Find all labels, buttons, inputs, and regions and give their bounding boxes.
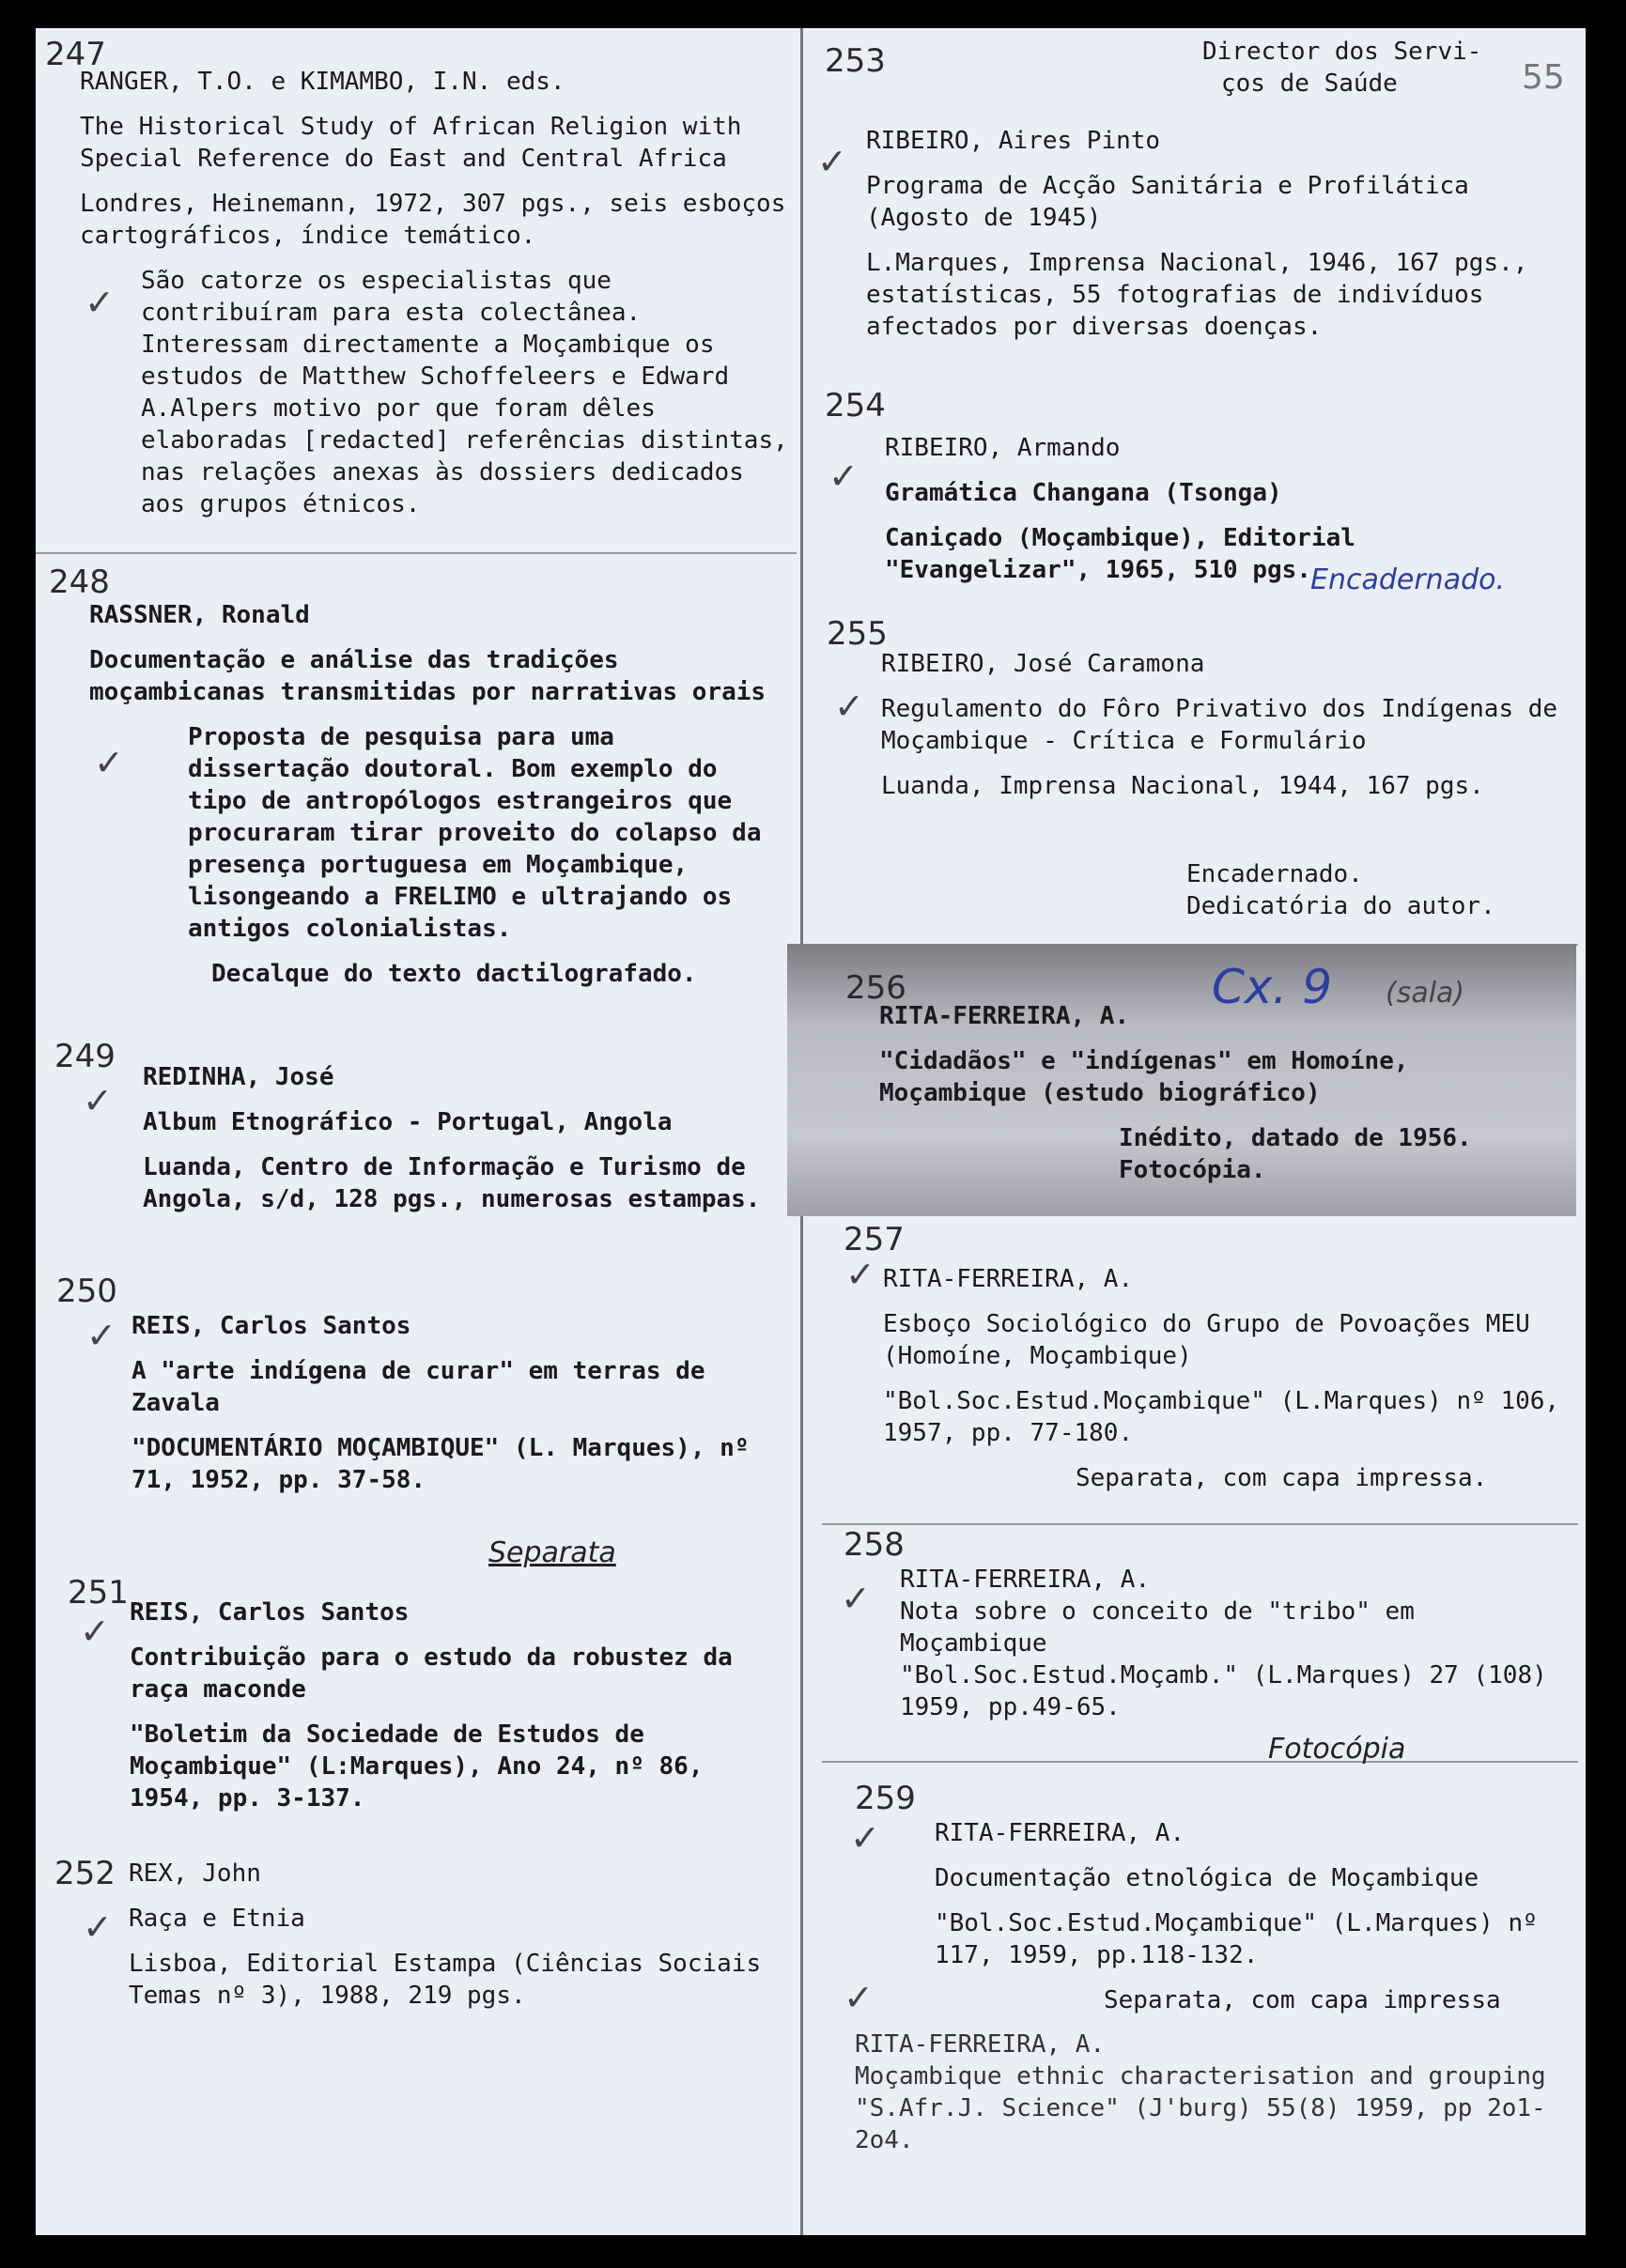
entry-259 (935, 1817, 1573, 2016)
entry-note: Inédito, datado de 1956. (1119, 1124, 1472, 1152)
entry-title: Raça e Etnia (129, 1905, 305, 1933)
header-note: Director dos Servi- ços de Saúde (1202, 38, 1482, 98)
entry-author: RITA-FERREIRA, A. (883, 1265, 1134, 1293)
entry-number: 256 (845, 969, 906, 1007)
entry-256 (879, 1000, 1565, 1186)
entry-unnumbered (855, 2029, 1569, 2156)
entry-note: São catorze os especialistas que contribuíram para esta colectânea. Interessam directamente a Moçambique os estudos de Matthew Schoffeleers e Edward A.Alpers motivo por que foram dêles elaboradas [redacted] referências distintas, nas relações anexas às dossiers dedicados aos grupos étnicos. (141, 267, 788, 518)
card-border (822, 1523, 1578, 1525)
entry-number: 258 (844, 1526, 905, 1564)
entry-title: Moçambique ethnic characterisation and grouping (855, 2062, 1546, 2091)
entry-author: RIBEIRO, Armando (885, 434, 1121, 462)
entry-author: RITA-FERREIRA, A. (879, 1002, 1130, 1030)
handwritten-note: Fotocópia (1268, 1733, 1406, 1766)
entry-title: Regulamento do Fôro Privativo dos Indígenas de Moçambique - Crítica e Formulário (881, 695, 1558, 755)
entry-publication: Luanda, Imprensa Nacional, 1944, 167 pgs. (881, 772, 1484, 800)
entry-number: 253 (825, 42, 886, 80)
entry-author: RITA-FERREIRA, A. (855, 2030, 1106, 2059)
entry-publication: Luanda, Centro de Informação e Turismo de Angola, s/d, 128 pgs., numerosas estampas. (143, 1153, 761, 1213)
entry-note: Dedicatória do autor. (1186, 892, 1495, 920)
entry-257 (883, 1263, 1569, 1494)
check-mark-icon: ✓ (850, 1817, 880, 1859)
entry-publication: "Bol.Soc.Estud.Moçambique" (L.Marques) nº 106, 1957, pp. 77-180. (883, 1387, 1560, 1447)
handwritten-note: Encadernado. (1310, 563, 1506, 596)
entry-publication: Caniçado (Moçambique), Editorial "Evangelizar", 1965, 510 pgs. (885, 524, 1355, 584)
entry-author: RITA-FERREIRA, A. (900, 1566, 1151, 1594)
entry-title: Contribuição para o estudo da robustez da raça maconde (130, 1643, 733, 1704)
entry-title: Gramática Changana (Tsonga) (885, 479, 1282, 507)
entry-title: Album Etnográfico - Portugal, Angola (143, 1108, 673, 1136)
check-mark-icon: ✓ (80, 1611, 110, 1652)
entry-252 (129, 1858, 786, 2012)
entry-title: Nota sobre o conceito de "tribo" em Moçambique (900, 1597, 1415, 1658)
handwritten-box-label: Cx. 9 (1212, 960, 1333, 1014)
check-mark-icon: ✓ (828, 455, 859, 497)
entry-publication: Lisboa, Editorial Estampa (Ciências Sociais Temas nº 3), 1988, 219 pgs. (129, 1950, 762, 2010)
entry-note: Encadernado. (1186, 860, 1363, 888)
entry-publication: "Bol.Soc.Estud.Moçamb." (L.Marques) 27 (108) 1959, pp.49-65. (900, 1661, 1547, 1721)
check-mark-icon: ✓ (86, 1315, 116, 1356)
entry-author: RITA-FERREIRA, A. (935, 1819, 1185, 1847)
check-mark-icon: ✓ (83, 1906, 113, 1948)
entry-title: Programa de Acção Sanitária e Profilática (Agosto de 1945) (866, 172, 1469, 232)
entry-number: 259 (855, 1780, 916, 1817)
card-border (822, 1761, 1578, 1763)
entry-publication: "Boletim da Sociedade de Estudos de Moçambique" (L:Marques), Ano 24, nº 86, 1954, pp. 3-137. (130, 1720, 704, 1813)
entry-note: Decalque do texto dactilografado. (211, 960, 697, 988)
handwritten-note: Separata (488, 1536, 616, 1569)
card-border (36, 552, 797, 554)
entry-number: 248 (49, 563, 110, 601)
entry-author: RANGER, T.O. e KIMAMBO, I.N. eds. (80, 68, 565, 96)
entry-number: 257 (844, 1221, 905, 1258)
entry-number: 252 (54, 1855, 116, 1892)
check-mark-icon: ✓ (83, 1080, 113, 1121)
entry-247 (80, 66, 794, 520)
entry-number: 254 (825, 387, 886, 424)
handwritten-room-label: (sala) (1386, 977, 1465, 1010)
check-mark-icon: ✓ (844, 1977, 874, 2018)
entry-248 (89, 599, 784, 990)
entry-author: RIBEIRO, José Caramona (881, 650, 1205, 678)
entry-author: REX, John (129, 1859, 261, 1888)
entry-note: Proposta de pesquisa para uma dissertação doutoral. Bom exemplo do tipo de antropólogos estrangeiros que procuraram tirar proveito do colapso da presença portuguesa em Moçambique, lisongeando a FRELIMO e ultrajando os antigos colonialistas. (188, 723, 762, 943)
check-mark-icon: ✓ (841, 1578, 871, 1619)
entry-title: Documentação e análise das tradições moçambicanas transmitidas por narrativas orais (89, 646, 767, 706)
entry-publication: "Bol.Soc.Estud.Moçambique" (L.Marques) nº 117, 1959, pp.118-132. (935, 1909, 1538, 1969)
entry-249 (143, 1061, 791, 1215)
entry-author: REIS, Carlos Santos (132, 1312, 411, 1340)
entry-note: Separata, com capa impressa (1104, 1986, 1501, 2014)
entry-publication: "DOCUMENTÁRIO MOÇAMBIQUE" (L. Marques), nº 71, 1952, pp. 37-58. (132, 1434, 750, 1494)
entry-251 (130, 1597, 787, 1814)
page-number: 55 (1522, 58, 1565, 97)
entry-number: 250 (56, 1273, 117, 1310)
entry-author: REIS, Carlos Santos (130, 1598, 410, 1627)
entry-250 (132, 1310, 789, 1496)
entry-258 (900, 1564, 1567, 1723)
entry-note: Fotocópia. (1119, 1156, 1266, 1184)
entry-publication: L.Marques, Imprensa Nacional, 1946, 167 pgs., estatísticas, 55 fotografias de indivíduos afectados por diversas doenças. (866, 249, 1528, 341)
entry-publication: Londres, Heinemann, 1972, 307 pgs., seis esboços cartográficos, índice temático. (80, 190, 786, 250)
entry-title: The Historical Study of African Religion with Special Reference do East and Central Africa (80, 113, 742, 173)
check-mark-icon: ✓ (817, 141, 847, 182)
check-mark-icon: ✓ (94, 742, 124, 783)
entry-255 (881, 648, 1567, 922)
entry-number: 249 (54, 1038, 116, 1075)
entry-title: Documentação etnológica de Moçambique (935, 1864, 1479, 1892)
entry-title: A "arte indígena de curar" em terras de Zavala (132, 1357, 705, 1417)
check-mark-icon: ✓ (845, 1254, 875, 1295)
entry-note: Separata, com capa impressa. (1076, 1464, 1488, 1492)
entry-number: 255 (827, 615, 888, 653)
entry-number: 247 (45, 36, 106, 73)
entry-author: RIBEIRO, Aires Pinto (866, 127, 1161, 155)
entry-number: 251 (68, 1574, 129, 1612)
entry-title: Esboço Sociológico do Grupo de Povoações MEU (Homoíne, Moçambique) (883, 1310, 1530, 1370)
check-mark-icon: ✓ (834, 686, 864, 727)
entry-publication: "S.Afr.J. Science" (J'burg) 55(8) 1959, pp 2o1-2o4. (855, 2094, 1546, 2154)
entry-title: "Cidadãos" e "indígenas" em Homoíne, Moçambique (estudo biográfico) (879, 1047, 1409, 1107)
entry-author: RASSNER, Ronald (89, 601, 310, 629)
check-mark-icon: ✓ (85, 282, 115, 323)
entry-author: REDINHA, José (143, 1063, 334, 1091)
entry-253 (866, 125, 1542, 343)
